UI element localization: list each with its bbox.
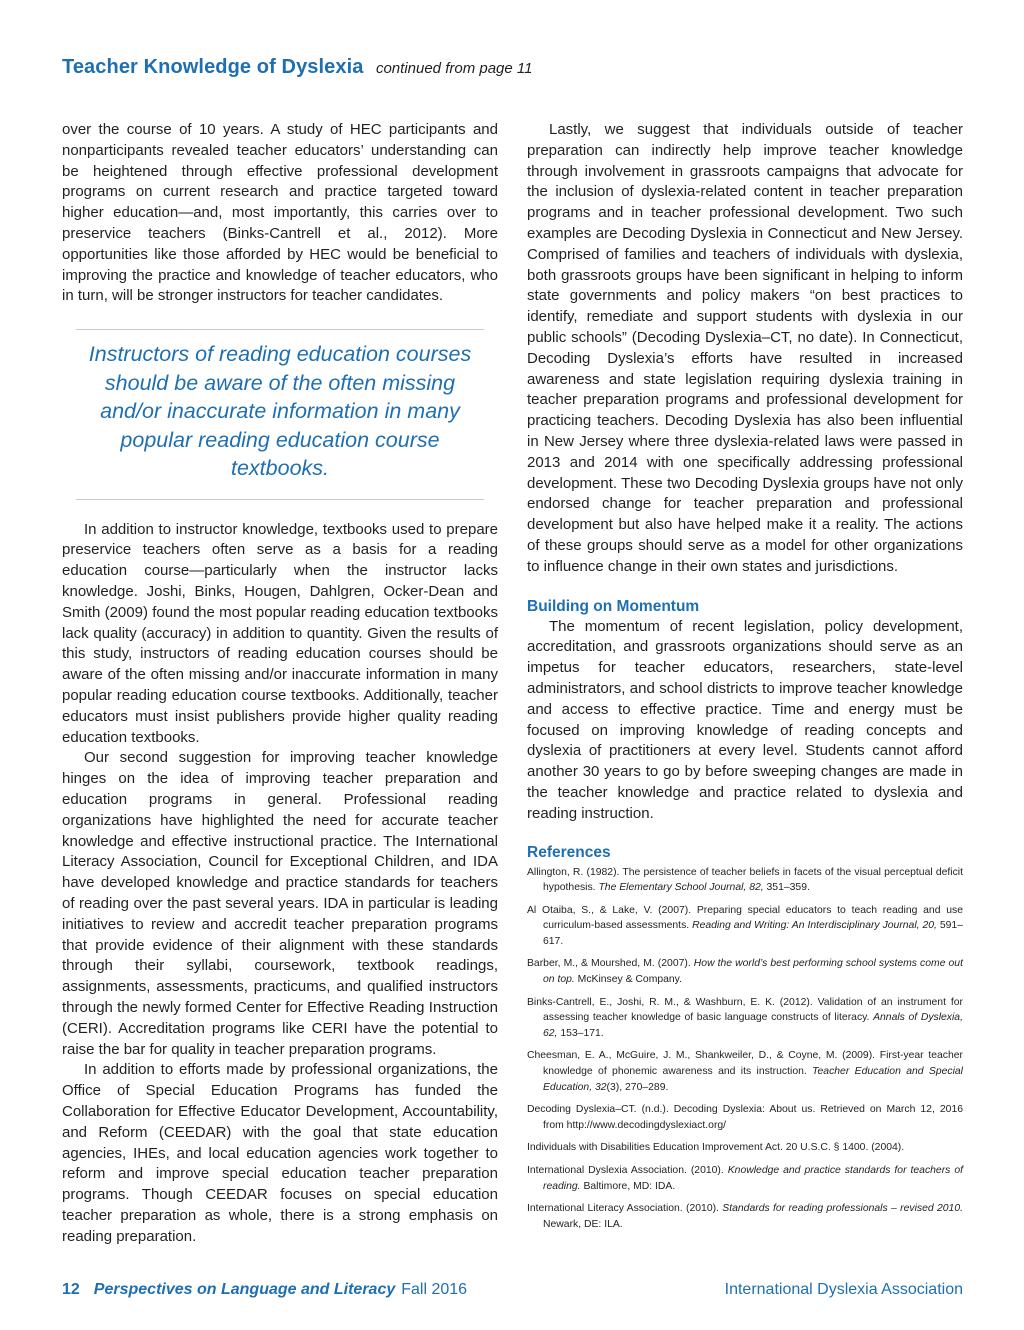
article-title: Teacher Knowledge of Dyslexia (62, 56, 364, 78)
page-number: 12 (62, 1281, 80, 1298)
reference-item: Binks-Cantrell, E., Joshi, R. M., & Washburn, E. K. (2012). Validation of an instrument for assessing teacher knowledge of basic language constructs of literacy. Annals of Dyslexia, 62, 153–171. (527, 996, 963, 1040)
organization-name: International Dyslexia Association (724, 1281, 963, 1298)
reference-item: International Dyslexia Association. (2010). Knowledge and practice standards for teachers of reading. Baltimore, MD: IDA. (527, 1164, 963, 1192)
reference-item: Cheesman, E. A., McGuire, J. M., Shankweiler, D., & Coyne, M. (2009). First-year teacher knowledge of phonemic awareness and its instruction. Teacher Education and Special Education, 32(3), 270–289. (527, 1050, 963, 1094)
section-heading-momentum: Building on Momentum (527, 597, 700, 615)
reference-item: International Literacy Association. (2010). Standards for reading professionals – revised 2010. Newark, DE: ILA. (527, 1202, 963, 1230)
paragraph: In addition to instructor knowledge, textbooks used to prepare preservice teachers often serve as a basis for a reading education course—particularly when the instructor lacks knowledge. Joshi, Binks, Hougen, Dahlgren, Ocker-Dean and Smith (2009) found the most popular reading education textbooks lack quality (accuracy) in addition to quantity. Given the results of this study, instructors of reading education courses should be aware of the often missing and/or inaccurate information in many popular reading education course textbooks. Additionally, teacher educators must insist publishers provide higher quality reading education textbooks. (62, 520, 498, 746)
continued-note: continued from page 11 (375, 60, 533, 77)
reference-item: Decoding Dyslexia–CT. (n.d.). Decoding Dyslexia: About us. Retrieved on March 12, 2016 from http://www.decodingdyslexiact.org/ (527, 1104, 963, 1132)
journal-name: Perspectives on Language and Literacy (93, 1281, 396, 1298)
reference-item: Individuals with Disabilities Education Improvement Act. 20 U.S.C. § 1400. (2004). (527, 1142, 905, 1154)
issue-season: Fall 2016 (401, 1281, 468, 1298)
right-column (527, 120, 963, 1239)
footer-left (62, 1281, 467, 1299)
paragraph: The momentum of recent legislation, policy development, accreditation, and grassroots organizations should serve as an impetus for teacher educators, researchers, state-level administrators, and school districts to improve teacher knowledge and access to effective practice. Time and energy must be focused on improving knowledge of reading concepts and dyslexia of practitioners at every level. Students cannot afford another 30 years to go by before sweeping changes are made in the teacher knowledge and practice related to dyslexia and reading instruction. (527, 617, 963, 822)
paragraph: over the course of 10 years. A study of HEC participants and nonparticipants revealed teacher educators’ understanding can be heightened through effective professional development programs on current research and practice targeted toward higher education—and, most importantly, this carries over to preservice teachers (Binks-Cantrell et al., 2012). More opportunities like those afforded by HEC would be beneficial to improving the practice and knowledge of teacher educators, who in turn, will be stronger instructors for teacher candidates. (62, 121, 498, 305)
paragraph: Lastly, we suggest that individuals outside of teacher preparation can indirectly help improve teacher knowledge through involvement in grassroots campaigns that advocate for the inclusion of dyslexia-related content in teacher preparation programs and in teacher professional development. Two such examples are Decoding Dyslexia in Connecticut and New Jersey. Comprised of families and teachers of individuals with dyslexia, both grassroots groups have been significant in helping to inform state governments and policy makers “on best practices to identify, remediate and support students with dyslexia in our public schools” (Decoding Dyslexia–CT, no date). In Connecticut, Decoding Dyslexia’s efforts have resulted in increased awareness and state legislation requiring dyslexia training in teacher preparation programs and professional development for practicing teachers. Decoding Dyslexia has also been influential in New Jersey where three dyslexia-related laws were passed in 2013 and 2014 with one specifically addressing professional development. These two Decoding Dyslexia groups have not only endorsed change for teacher preparation and professional development but also have helped make it a reality. The actions of these groups should serve as a model for other organizations to influence change in their own states and jurisdictions. (527, 121, 963, 575)
reference-item: Allington, R. (1982). The persistence of teacher beliefs in facets of the visual perceptual deficit hypothesis. The Elementary School Journal, 82, 351–359. (527, 866, 963, 894)
reference-item: Barber, M., & Mourshed, M. (2007). How the world’s best performing school systems come out on top. McKinsey & Company. (527, 958, 963, 986)
page-footer (62, 1281, 963, 1303)
running-header (62, 56, 532, 79)
reference-item: Al Otaiba, S., & Lake, V. (2007). Preparing special educators to teach reading and use curriculum-based assessments. Reading and Writing: An Interdisciplinary Journal, 20, 591–617. (527, 904, 963, 948)
paragraph: Our second suggestion for improving teacher knowledge hinges on the idea of improving teacher preparation and education programs in general. Professional reading organizations have highlighted the need for accurate teacher knowledge and effective instructional practice. The International Literacy Association, Council for Exceptional Children, and IDA have developed knowledge and practice standards for teachers of reading over the past several years. IDA in particular is leading initiatives to review and accredit teacher preparation programs that provide evidence of their alignment with these standards through their syllabi, coursework, textbook readings, assignments, assessments, practicums, and qualified instructors through the newly formed Center for Effective Reading Instruction (CERI). Accreditation programs like CERI have the potential to raise the bar for quality in teacher preparation programs. (62, 749, 498, 1058)
paragraph: In addition to efforts made by professional organizations, the Office of Special Education Programs has funded the Collaboration for Effective Educator Development, Accountability, and Reform (CEEDAR) with the goal that state education agencies, IHEs, and local education agencies work together to reform and improve special education teacher preparation programs. Though CEEDAR focuses on special education teacher preparation as whole, there is a strong emphasis on reading preparation. (62, 1061, 498, 1245)
pull-quote: Instructors of reading education courses should be aware of the often missing and/or inaccurate information in many popular reading education course textbooks. (76, 329, 484, 500)
reference-list (527, 865, 963, 1233)
left-column (62, 120, 498, 1248)
section-heading-references: References (527, 843, 611, 861)
